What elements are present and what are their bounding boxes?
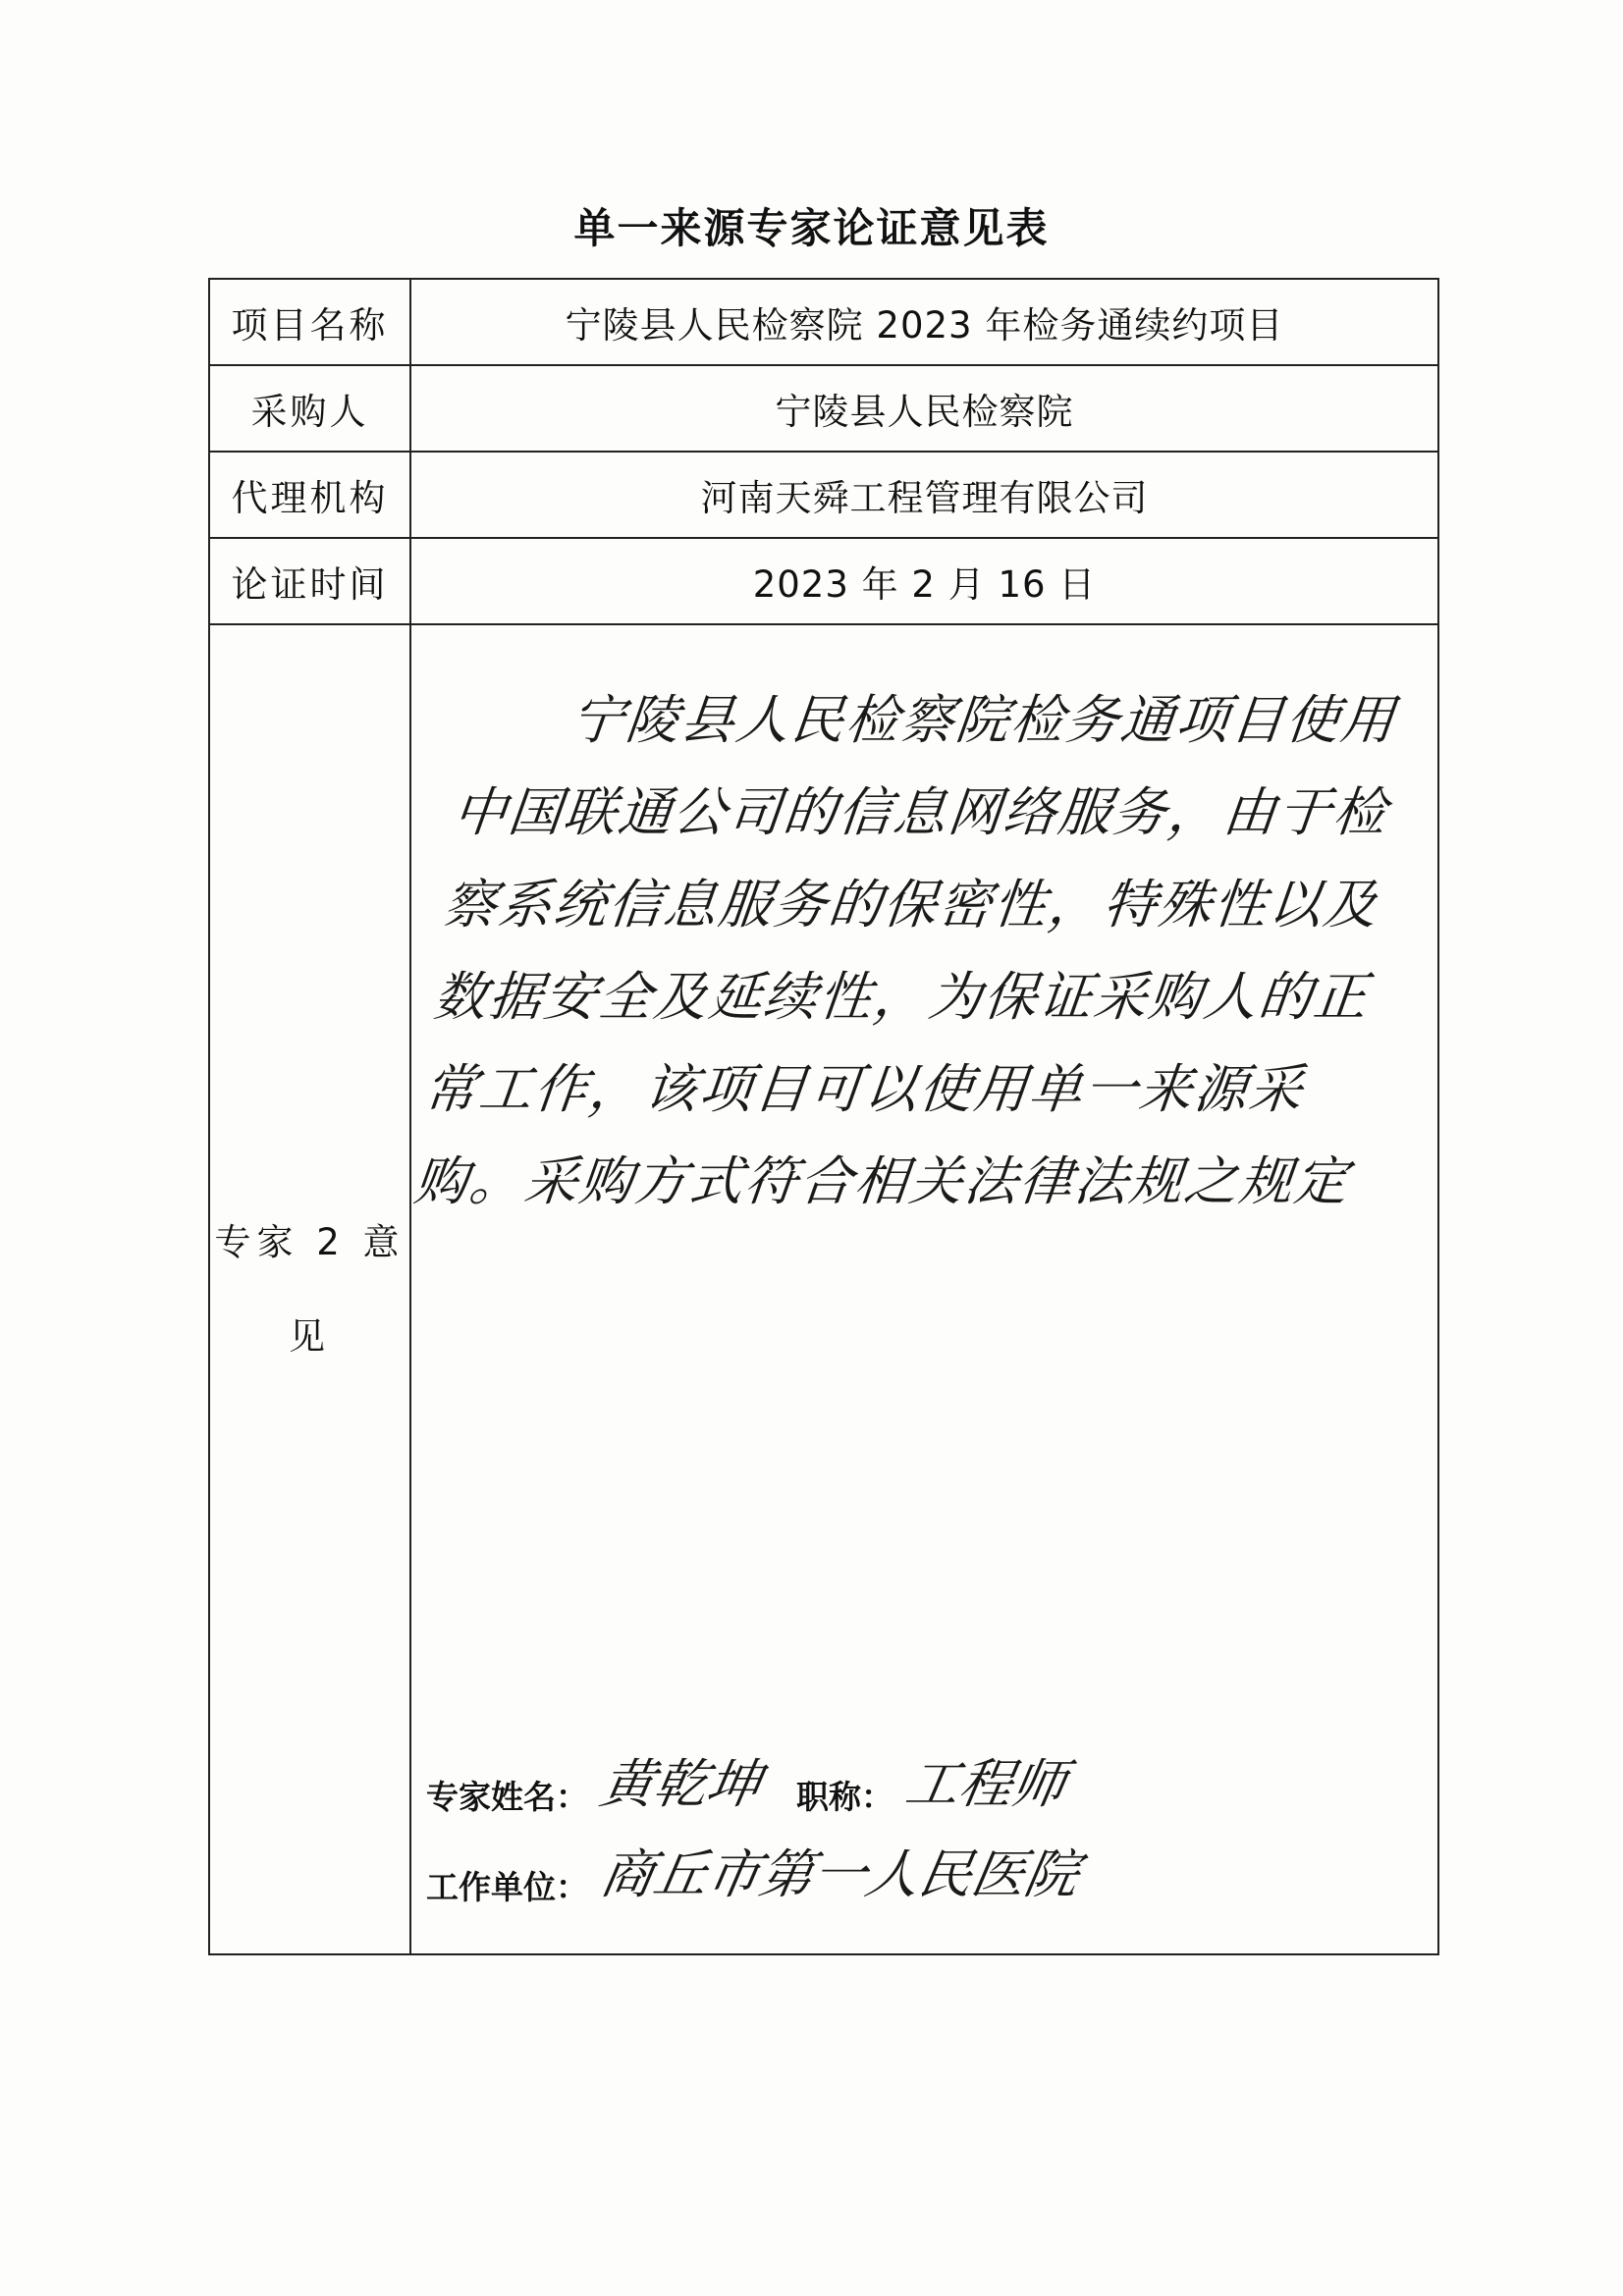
project-name-value: 宁陵县人民检察院 2023 年检务通续约项目 (410, 279, 1438, 365)
project-name-label: 项目名称 (209, 279, 410, 365)
expert-name-label: 专家姓名： (426, 1778, 588, 1816)
workplace-label: 工作单位： (426, 1868, 588, 1906)
expert-opinion-label-line1: 专家 2 意 (214, 1220, 406, 1263)
expert-opinion-cell (410, 624, 1438, 1954)
purchaser-value: 宁陵县人民检察院 (410, 365, 1438, 452)
expert-name-line (426, 1739, 1408, 1818)
review-date-value: 2023 年 2 月 16 日 (410, 538, 1438, 624)
agency-value: 河南天舜工程管理有限公司 (410, 452, 1438, 538)
purchaser-row (209, 365, 1438, 452)
project-name-row (209, 279, 1438, 365)
expert-opinion-row (209, 624, 1438, 1954)
expert-name-signature: 黄乾坤 (595, 1753, 766, 1815)
agency-row (209, 452, 1438, 538)
expert-opinion-label-line2: 见 (289, 1314, 331, 1358)
signature-block (426, 1739, 1408, 1920)
agency-label: 代理机构 (209, 452, 410, 538)
purchaser-label: 采购人 (209, 365, 410, 452)
document-title: 单一来源专家论证意见表 (573, 204, 1050, 252)
review-date-label: 论证时间 (209, 538, 410, 624)
job-title-value: 工程师 (900, 1753, 1071, 1815)
handwritten-opinion-text: 宁陵县人民检察院检务通项目使用中国联通公司的信息网络服务，由于检察系统信息服务的保密性，特殊性以及数据安全及延续性，为保证采购人的正常工作，该项目可以使用单一来源采购。采购方式符合相关法律法规之规定 (411, 689, 1400, 1212)
expert-opinion-label (209, 624, 410, 1954)
workplace-value: 商丘市第一人民医院 (595, 1843, 1084, 1905)
job-title-label: 职称： (796, 1778, 893, 1816)
review-date-row (209, 538, 1438, 624)
opinion-form-table (208, 278, 1439, 1955)
workplace-line (426, 1830, 1408, 1908)
